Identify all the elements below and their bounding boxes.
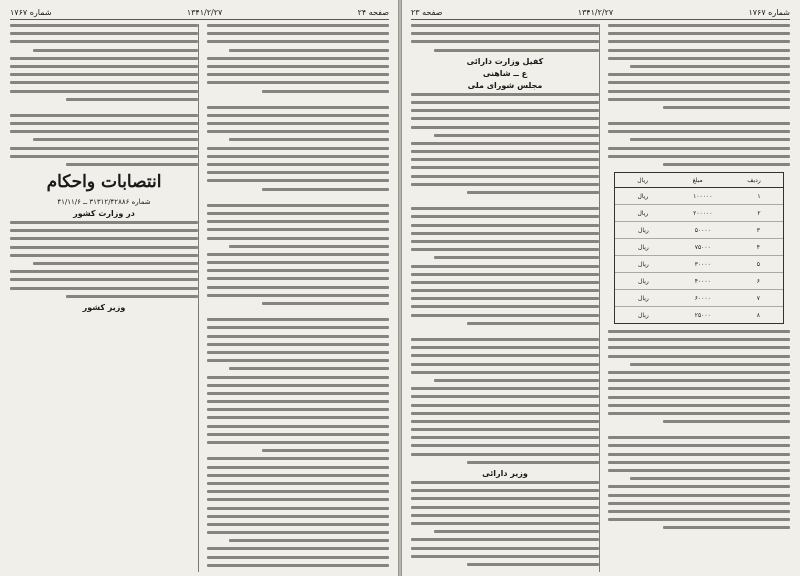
table-row: ۴ ۷۵۰۰۰ ریال bbox=[615, 239, 783, 256]
ministry-heading: در وزارت کشور bbox=[73, 209, 135, 218]
left-running-head bbox=[10, 8, 389, 20]
amounts-table bbox=[614, 172, 784, 324]
table-row: ۸ ۲۵۰۰۰ ریال bbox=[638, 311, 761, 319]
reference-line: شماره ۳۱۳۱۲/۴۲۸۸۶ ــ ۴۱/۱۱/۶ bbox=[57, 198, 151, 206]
table-caption: وزیر دارائی bbox=[482, 469, 528, 478]
signature: وزیر کشور bbox=[82, 302, 126, 312]
right-page-number: صفحه ۲۳ bbox=[411, 8, 443, 17]
left-issue-number: شماره ۱۷۶۷ bbox=[10, 8, 52, 17]
table-row: ۲ ۲۰۰۰۰۰ ریال bbox=[615, 205, 783, 222]
table-row: ۱ ۱۰۰۰۰۰ ریال bbox=[615, 188, 783, 205]
table-row: ۳ ۵۰۰۰۰ ریال bbox=[615, 222, 783, 239]
left-date: ۱۳۴۱/۲/۲۷ bbox=[186, 8, 223, 17]
left-page-number: صفحه ۲۴ bbox=[357, 8, 389, 17]
page-fold bbox=[398, 0, 402, 576]
left-page-column-right bbox=[207, 24, 389, 572]
text-block bbox=[207, 24, 389, 572]
right-issue-number: شماره ۱۷۶۷ bbox=[748, 8, 790, 17]
right-date: ۱۳۴۱/۲/۲۷ bbox=[577, 8, 614, 17]
table-header: ردیف مبلغ ریال bbox=[615, 173, 783, 188]
text-block bbox=[10, 24, 198, 572]
subhead-signatory: ع ــ شاهنی bbox=[482, 68, 528, 78]
text-block bbox=[608, 24, 790, 572]
right-running-head bbox=[411, 8, 790, 20]
table-row: ۶ ۴۰۰۰۰ ریال bbox=[615, 273, 783, 290]
text-block bbox=[411, 24, 599, 572]
subhead-finance: کفیل وزارت دارائی bbox=[466, 56, 544, 66]
right-page-column-left bbox=[411, 24, 600, 572]
section-title: انتصابات واحکام bbox=[46, 172, 162, 192]
right-page-column-right bbox=[608, 24, 790, 572]
table-row: ۷ ۶۰۰۰۰ ریال bbox=[615, 290, 783, 307]
table-row: ۵ ۳۰۰۰۰ ریال bbox=[615, 256, 783, 273]
subhead-parliament: مجلس شورای ملی bbox=[467, 80, 543, 90]
right-page bbox=[400, 0, 800, 576]
left-page-column-left bbox=[10, 24, 199, 572]
